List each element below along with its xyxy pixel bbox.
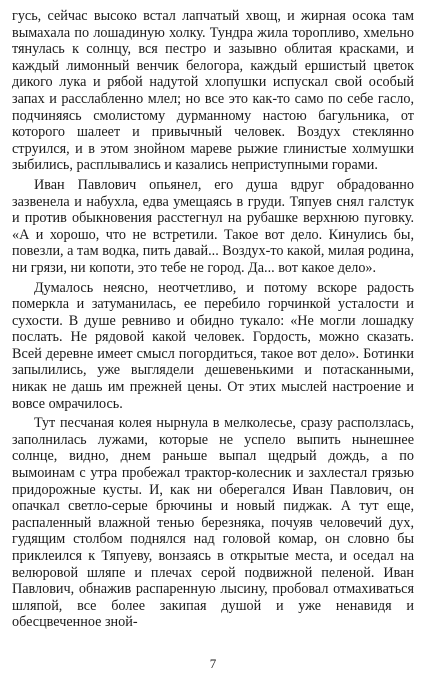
book-page bbox=[12, 8, 414, 684]
paragraph: Тут песчаная колея нырнула в мелколесье, сразу расползлась, заполнилась лужами, которые не успело выпить нынешнее солнце, видно, днем раньше выпал щедрый дождь, а по вымоинам с утра пробежал трактор-колесник и захлестал грязью придорожные кусты. И, как ни оберегался Иван Павлович, он опачкал светло-серые брючины и новый пиджак. А тут еще, распаленный влажной тенью березняка, почуяв человечий дух, гудящим столбом поднялся над головой комар, он словно бы приклеился к Тяпуеву, вонзаясь в открытые места, и оседал на велюровой шляпе и плечах серой подвижной пеленой. Иван Павлович, обнажив распаренную лысину, пробовал отмахиваться шляпой, все более закипая душой и уже ненавидя и обесцвеченное зной- bbox=[12, 415, 414, 631]
paragraph: Иван Павлович опьянел, его душа вдруг обрадованно зазвенела и набухла, едва умещаясь в груди. Тяпуев снял галстук и против обыкновения расстегнул на рубашке верхнюю пуговку. «А и хорошо, что не встретили. Такое вот дело. Кинулись бы, повезли, а там водка, пить давай... Воздух-то какой, милая родина, ни грязи, ни копоти, это тебе не город. Да... вот какое дело». bbox=[12, 176, 414, 276]
paragraph-continued: гусь, сейчас высоко встал лапчатый хвощ, и жирная осока там вымахала по лошадиную холку. Тундра жила торопливо, хмельно тянулась к солнцу, вся пестро и зазывно облитая красками, и каждый лимонный венчик белогора, каждый ершистый цветок дикого лука и рябой надутой хлопушки испускал свой особый запах и расслабленно млел; но все это как-то само по себе гасло, подчиняясь смолистому дурманному настою багульника, от которого шалеет и привычный человек. Воздух стеклянно струился, и в этом знойном мареве рыжие глинистые холмушки зыбились, расплывались и казались неприступными горами. bbox=[12, 8, 414, 174]
paragraph: Думалось неясно, неотчетливо, и потому вскоре радость померкла и затуманилась, ее перебило горчинкой усталости и сухости. В душе ревниво и обидно тукало: «Не могли лошадку послать. Не рядовой какой человек. Гордость, можно сказать. Всей деревне имеет смысл погордиться, такое вот дело». Ботинки запылились, уже выглядели дешевенькими и потасканными, никак не дашь им прежней цены. От этих мыслей настроение и вовсе омрачилось. bbox=[12, 279, 414, 412]
page-number: 7 bbox=[209, 656, 217, 671]
